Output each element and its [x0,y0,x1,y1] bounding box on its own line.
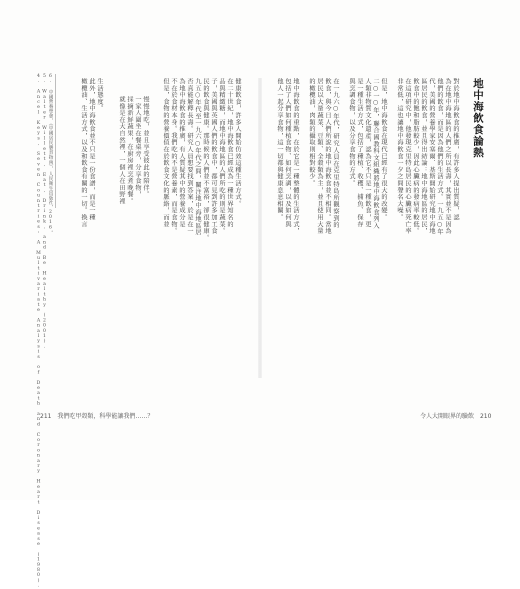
page-footer [420,411,495,420]
body-text-column: 二○一○年，聯合國教科文組織將地中海飲食列入 [372,78,379,230]
body-text-column: 居民以大量蔬菜、豆類、全穀類為主，並且使用大量 [316,78,323,235]
body-text-column: 在一九六○年代，研究人員在克里特島所觀察到的 [332,78,339,229]
body-text-column: 生活態度。 [96,78,103,112]
body-text-column: 地中海飲食的重點，在於它是一種整體的生活方式， [292,78,299,235]
body-text-column: 民的飲食與健康。那時候的人們並不富裕，卻很健康。 [202,78,209,242]
body-text-column: 飲食中的飽和脂肪較少，因此心臟病的發病率較低。 [412,78,419,235]
body-text-column: 為在地中海地區的人們之所以長壽，其實並不是因為 [444,78,451,235]
body-text-column: 不在於食材本身。我們吃的不是營養素，而是食物。 [170,78,177,235]
body-text-column: 對於地中海飲食的推廣，有許多人提出質疑，認 [452,78,459,221]
quote-text-column: 採摘新鮮蔬果，在廚房裡烹煮晚餐。 [126,96,133,205]
body-text-column: 為地中海飲食的推廣，有人質疑其中的營養成分是 [178,78,185,228]
body-text-column: 的橄欖油，肉類的攝取則相對較少。 [308,78,315,187]
body-text-column: 非常低，這也讓地中海飲食一夕之間聲名大噪。 [396,78,403,221]
body-text-column: 飲食，與今日人們所說的地中海飲食並不相同。當地 [324,78,331,235]
body-text-column: 是一種生活方式，包括了種植、收穫、捕魚、保存 [356,78,363,228]
footnote: 5. Walter Willett, Eat, Drink, and Be Healthy (2001). [42,74,47,350]
body-text-column: 子，美國與英國人們的飲食中，都可見到許多加工食 [210,78,217,235]
body-text-column: 健康飲食，許多人開始仿效這種生活方式。 [234,78,241,208]
body-text-column: 否真能解釋長壽。研究人員想要找到答案，於是在一 [186,78,193,235]
quote-text-column: 就像是在大自然裡，一個人在田野裡 [118,96,125,205]
body-text-column: 但是，地中海飲食在現代已經有了很大的改變。 [380,78,387,221]
page-footer [36,411,153,420]
running-head: 令人大開眼界的驗飲 [420,413,475,420]
body-text-column: 在二十世紀，地中海飲食已經成為一種世界知名的 [226,78,233,228]
body-text-column: 此外，地中海飲食並不只是一份食譜，而是一種 [88,78,95,221]
quote-text-column: 一家人圍坐在餐桌旁，分享食物， [134,96,141,198]
footnote-divider [55,74,56,208]
body-text-column: 品與精緻糖，而地中海地區的人們所吃的則是蔬菜。 [218,78,225,235]
body-text-column: 橄欖油、生活方式，以及和飲食有關的一切。換言 [80,78,87,228]
footnote: 6. 中國營養學會，《中國居民膳食指南》，人民衛生出版社，2016。 [48,74,53,236]
section-title: 地中海飲食論熱 [472,78,484,159]
right-page [260,0,520,500]
body-text-column: 與烹調食物，以及分享食物的方式。 [348,78,355,187]
body-text-column: 包括了人們如何種植食物、如何烹調，以及如何與 [284,78,291,228]
body-text-column: 但是，食物的營養價值在於飲食文化的脈絡，而並 [162,78,169,228]
body-text-column: 九五○年代至一九六○年代之間，關注地中海地區居 [194,78,201,236]
quote-text-column: 慢慢地吃，並且享受彼此的陪伴。 [142,96,149,198]
body-text-column: 區居民的飲食，並且得出結論：地中海地區的居民， [420,78,427,235]
running-head: 我們吃甲殼類，科學能讓我們……？ [57,413,154,420]
body-text-column: 在這項研究中，他發現克里特島居民的心臟病死亡率 [404,78,411,235]
body-text-column: 代，美國的營養學家安塞爾．基斯開始研究地中海地 [428,78,435,235]
body-text-column: 人類非物質文化遺產，認為它不只是一種飲食，更 [364,78,371,228]
page-number: 211 [40,413,52,420]
page-number: 210 [479,413,492,420]
body-text-column: 他們的飲食，而是因為他們的生活方式。一九五○年 [436,78,443,236]
footnote: 4. Ancel Keys, Seven Countries: A Multivariate Analysis of Death and Coronary Heart Disease (1980). [36,74,41,589]
body-text-column: 他人一起分享食物，這一切都與健康息息相關。 [276,78,283,221]
